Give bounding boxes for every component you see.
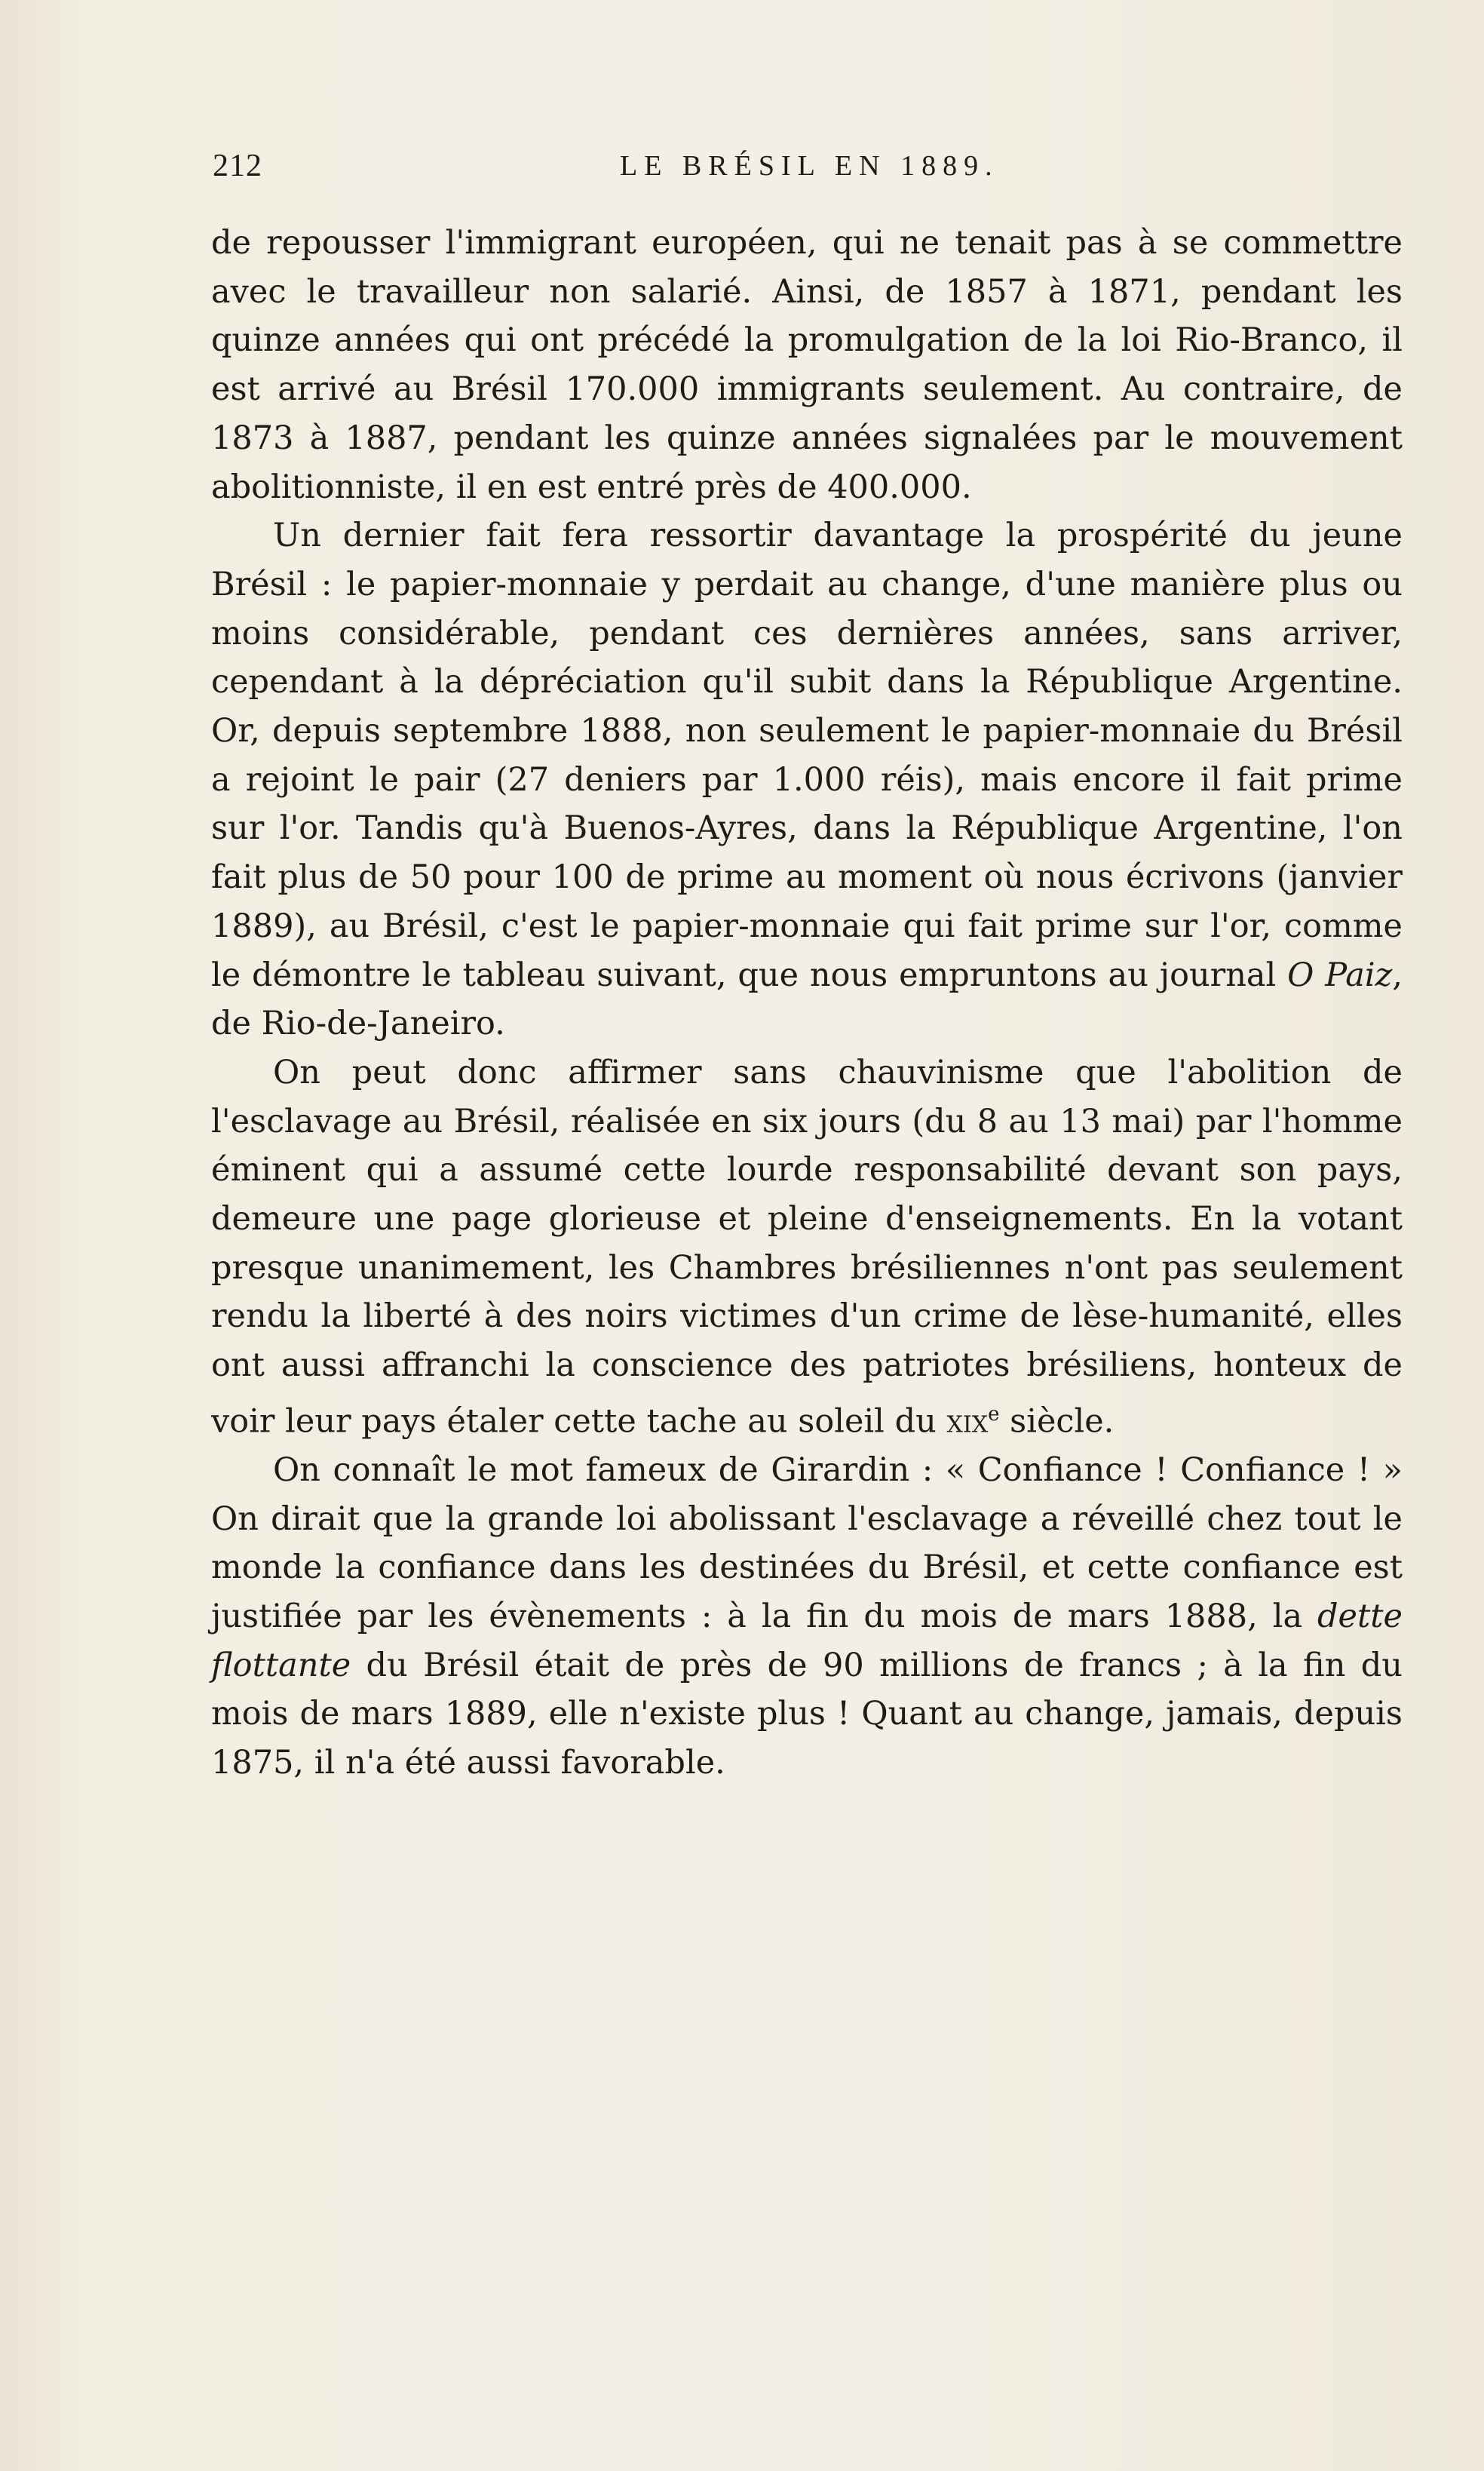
century-numeral: xix: [946, 1402, 989, 1441]
paragraph-text-end: , de Rio-de-Janeiro.: [211, 956, 1403, 1043]
paragraph-text: de repousser l'immigrant européen, qui ne tenait pas à se commettre avec le travailleur non salarié. Ainsi, de 1857 à 1871, pendant les quinze années qui ont précédé la promulgation de la loi Rio-Branco, il est arrivé au Brésil 170.000 immigrants seulement. Au contraire, de 1873 à 1887, pendant les quinze années signalées par le mouvement abolitionniste, il en est entré près de 400.000.: [211, 224, 1403, 506]
page-number: 212: [213, 149, 262, 183]
paragraph-abolition: [211, 1048, 1403, 1446]
newspaper-title: O Paiz: [1287, 956, 1393, 994]
paragraph-text: On connaît le mot fameux de Girardin : « Confiance ! Confiance ! » On dirait que la grande loi abolissant l'esclavage a réveillé chez tout le monde la confiance dans les destinées du Brésil, et cette confiance est justifiée par les évènements : à la fin du mois de mars 1888, la: [211, 1450, 1403, 1636]
century-superscript: e: [988, 1402, 1000, 1426]
body-text: [211, 219, 1403, 1788]
paragraph-paper-money: [211, 511, 1403, 1048]
page-header: [213, 148, 1397, 193]
paragraph-immigration: [211, 219, 1403, 511]
paragraph-text: On peut donc affirmer sans chauvinisme que l'abolition de l'esclavage au Brésil, réalisée en six jours (du 8 au 13 mai) par l'homme éminent qui a assumé cette lourde responsabilité devant son pays, demeure une page glorieuse et pleine d'enseignements. En la votant presque unanimement, les Chambres brésiliennes n'ont pas seulement rendu la liberté à des noirs victimes d'un crime de lèse-humanité, elles ont aussi affranchi la conscience des patriotes brésiliens, honteux de voir leur pays étaler cette tache au soleil du: [211, 1053, 1403, 1441]
running-title: LE BRÉSIL EN 1889.: [620, 150, 999, 182]
paragraph-confidence: [211, 1446, 1403, 1788]
paragraph-text-end: du Brésil était de près de 90 millions de francs ; à la fin du mois de mars 1889, elle n'existe plus ! Quant au change, jamais, depuis 1875, il n'a été aussi favorable.: [211, 1646, 1403, 1782]
paragraph-text-end: siècle.: [999, 1402, 1115, 1441]
floating-debt-term: dette flottante: [211, 1598, 1403, 1684]
paragraph-text: Un dernier fait fera ressortir davantage la prospérité du jeune Brésil : le papier-monnaie y perdait au change, d'une manière plus ou moins considérable, pendant ces dernières années, sans arriver, cependant à la dépréciation qu'il subit dans la République Argentine. Or, depuis septembre 1888, non seulement le papier-monnaie du Brésil a rejoint le pair (27 deniers par 1.000 réis), mais encore il fait prime sur l'or. Tandis qu'à Buenos-Ayres, dans la République Argentine, l'on fait plus de 50 pour 100 de prime au moment où nous écrivons (janvier 1889), au Brésil, c'est le papier-monnaie qui fait prime sur l'or, comme le démontre le tableau suivant, que nous empruntons au journal: [211, 517, 1403, 994]
